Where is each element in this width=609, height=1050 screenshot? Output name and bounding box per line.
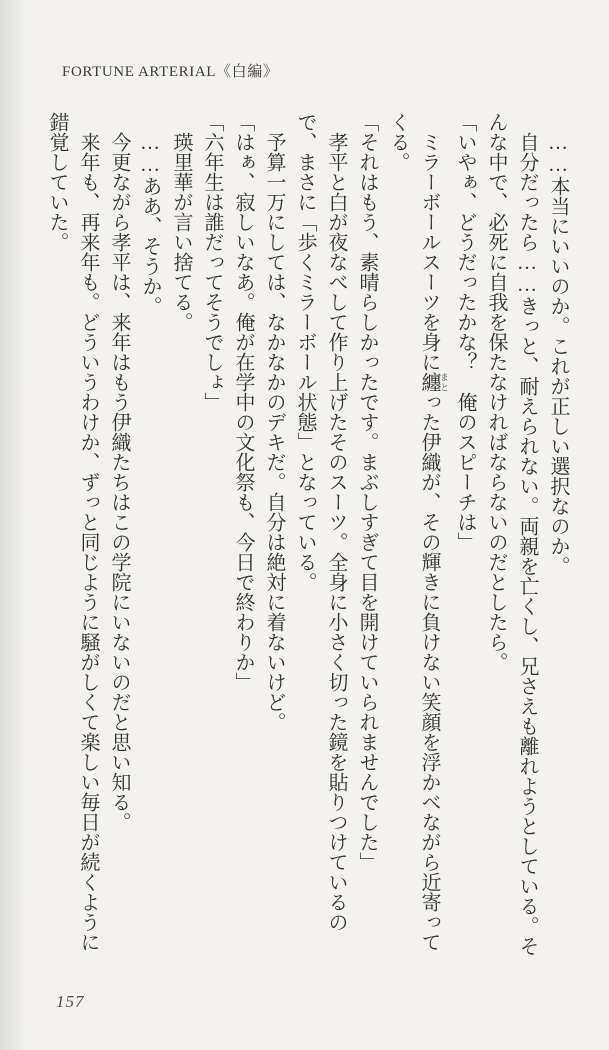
paragraph: 「六年生は誰だってそうでしょ」	[201, 112, 223, 412]
furigana-ruby: 纏 まと	[418, 372, 449, 392]
page-number: 157	[56, 992, 85, 1011]
paragraph: 予算一万にしては、なかなかのデキだ。自分は絶対に着ないけど。	[263, 132, 285, 732]
running-header: FORTUNE ARTERIAL《白編》	[62, 64, 279, 80]
paragraph: 自分だったら……きっと、耐えられない。両親を亡くし、兄さえも離れようとしている。そんな中で、必死に自我を保たなければならないのだとしたら。	[485, 112, 538, 956]
paragraph: ……本当にいいのか。これが正しい選択なのか。	[547, 132, 569, 576]
body-text	[41, 112, 573, 962]
paragraph: ……ああ、そうか。	[139, 132, 161, 316]
paragraph: 瑛里華が言い捨てる。	[170, 132, 192, 332]
paragraph: 今更ながら孝平は、来年はもう伊織たちはこの学院にいないのだと思い知る。	[108, 132, 130, 832]
paragraph: ミラーボールスーツを身に纏 まとった伊織が、その輝きに負けない笑顔を浮かべながら近寄ってくる。	[387, 112, 449, 952]
paragraph: 来年も、再来年も。どういうわけか、ずっと同じように騒がしくて楽しい毎日が続くように錯覚していた。	[46, 112, 99, 952]
paragraph: 「はぁ、寂しいなあ。俺が在学中の文化祭も、今日で終わりか」	[232, 112, 254, 692]
paragraph: 「いやぁ、どうだったかな？ 俺のスピーチは」	[454, 112, 476, 552]
binding-shadow	[0, 0, 26, 1050]
paragraph: 「それはもう、素晴らしかったです。まぶしすぎて目を開けていられませんでした」	[356, 112, 378, 872]
paragraph: 孝平と白が夜なべして作り上げたそのスーツ。全身に小さく切った鏡を貼りつけているので、まさに「歩くミラーボール状態」となっている。	[294, 112, 347, 932]
